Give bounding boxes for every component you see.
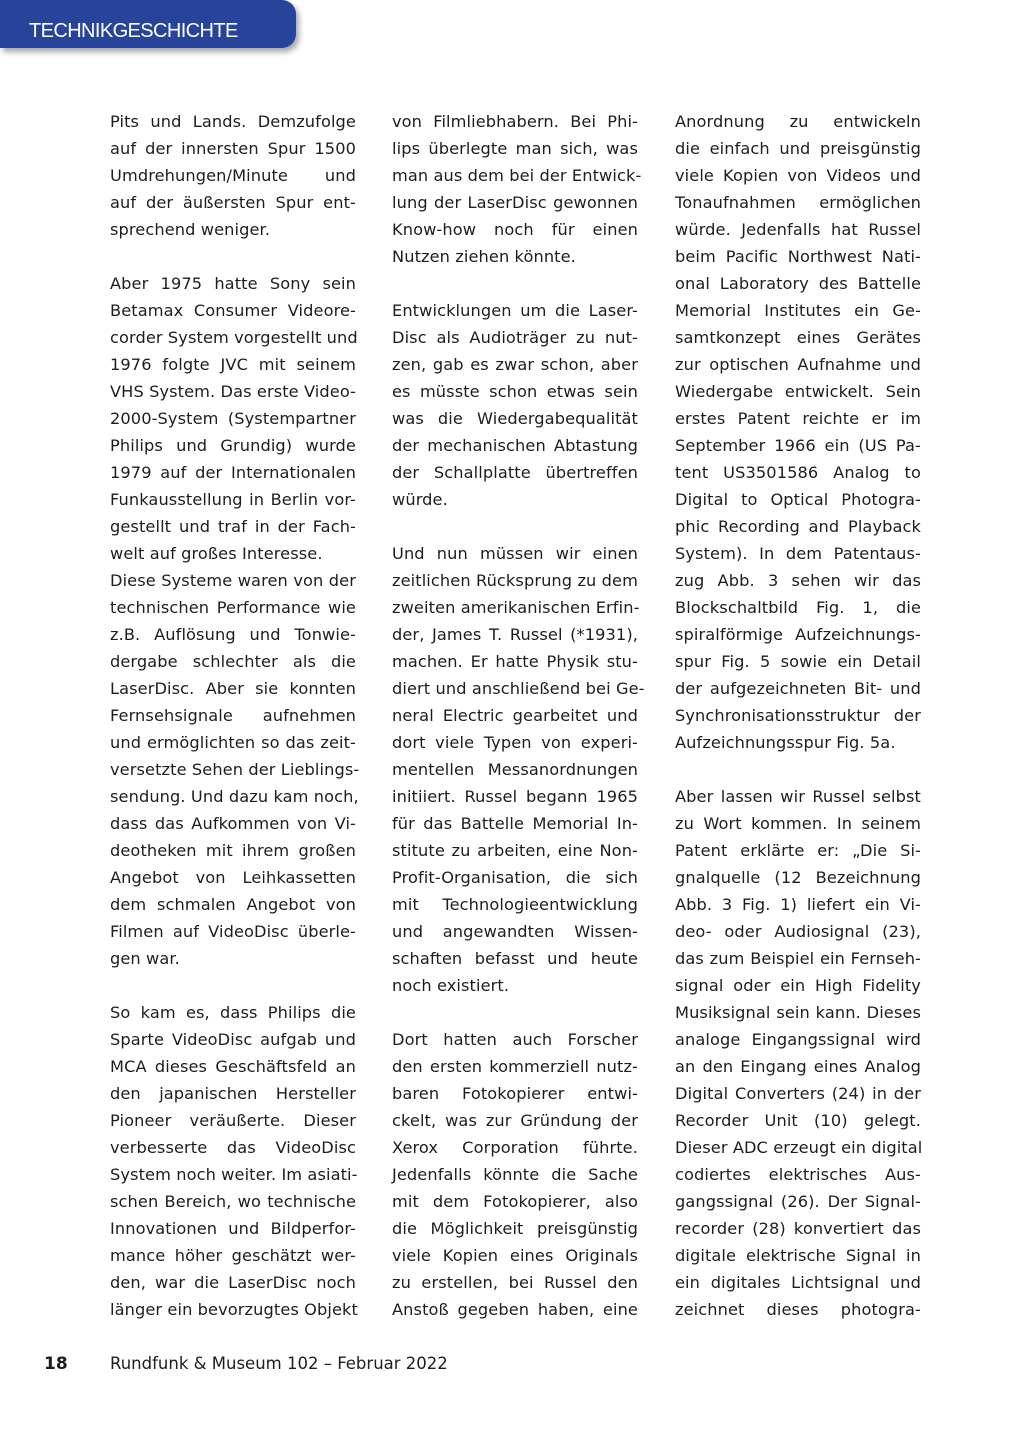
text-line: recorder (28) konvertiert das: [675, 1219, 921, 1238]
text-line: Sparte VideoDisc aufgab und: [110, 1030, 356, 1049]
text-line: September 1966 ein (US Pa-: [675, 436, 921, 455]
paragraph: [675, 783, 921, 1323]
text-line: Profit-Organisation, die sich: [392, 868, 638, 887]
paragraph: [110, 567, 360, 972]
text-line: verbesserte das VideoDisc: [110, 1138, 356, 1157]
text-line: phic Recording and Playback: [675, 517, 921, 536]
text-line: initiiert. Russel begann 1965: [392, 787, 638, 806]
text-line: das zum Beispiel ein Fernseh-: [675, 949, 921, 968]
text-line: Dort hatten auch Forscher: [392, 1030, 638, 1049]
text-line: zeitlichen Rücksprung zu dem: [392, 571, 638, 590]
text-line: Xerox Corporation führte.: [392, 1138, 638, 1157]
text-line: Angebot von Leihkassetten: [110, 868, 356, 887]
text-line: der aufgezeichneten Bit- und: [675, 679, 921, 698]
paragraph: [110, 270, 356, 567]
paragraph: [675, 108, 921, 756]
text-line: corder System vorgestellt und: [110, 328, 358, 347]
text-line: signal oder ein High Fidelity: [675, 976, 921, 995]
text-line: auf der innersten Spur 1500: [110, 139, 356, 158]
paragraph: [110, 108, 356, 243]
paragraph-gap: [110, 972, 356, 999]
text-line: schen Bereich, wo technische: [110, 1192, 356, 1211]
text-line: tent US3501586 Analog to: [675, 463, 921, 482]
text-line: die Möglichkeit preisgünstig: [392, 1219, 638, 1238]
text-line: gangssignal (26). Der Signal-: [675, 1192, 921, 1211]
paragraph: [392, 540, 645, 999]
text-line: sprechend weniger.: [110, 220, 271, 239]
text-line: neral Electric gearbeitet und: [392, 706, 638, 725]
text-line: zu Wort kommen. In seinem: [675, 814, 921, 833]
text-line: Aber 1975 hatte Sony sein: [110, 274, 356, 293]
text-line: auf der äußersten Spur ent-: [110, 193, 356, 212]
text-line: diert und anschließend bei Ge-: [392, 679, 645, 698]
text-line: Pioneer veräußerte. Dieser: [110, 1111, 356, 1130]
text-line: welt auf großes Interesse.: [110, 544, 323, 563]
text-line: schaften befasst und heute: [392, 949, 638, 968]
text-line: Innovationen und Bildperfor-: [110, 1219, 356, 1238]
text-line: Digital Converters (24) in der: [675, 1084, 921, 1103]
text-line: spiralförmige Aufzeichnungs-: [675, 625, 921, 644]
text-column-3: [675, 108, 921, 1323]
text-line: System noch weiter. Im asiati-: [110, 1165, 358, 1184]
text-line: erstes Patent reichte er im: [675, 409, 921, 428]
text-line: Patent erklärte er: „Die Si-: [675, 841, 921, 860]
text-line: deotheken mit ihrem großen: [110, 841, 356, 860]
text-line: deo- oder Audiosignal (23),: [675, 922, 921, 941]
text-line: Entwicklungen um die Laser-: [392, 301, 638, 320]
text-line: LaserDisc. Aber sie konnten: [110, 679, 356, 698]
paragraph-gap: [392, 270, 638, 297]
text-line: zug Abb. 3 sehen wir das: [675, 571, 921, 590]
text-line: würde. Jedenfalls hat Russel: [675, 220, 921, 239]
text-line: mentellen Messanordnungen: [392, 760, 638, 779]
publication-info: Rundfunk & Museum 102 – Februar 2022: [110, 1354, 448, 1373]
text-line: gnalquelle (12 Bezeichnung: [675, 868, 921, 887]
paragraph: [392, 108, 642, 270]
text-line: System). In dem Patentaus-: [675, 544, 921, 563]
text-line: codiertes elektrisches Aus-: [675, 1165, 921, 1184]
text-line: MCA dieses Geschäftsfeld an: [110, 1057, 356, 1076]
text-line: dem schmalen Angebot von: [110, 895, 356, 914]
paragraph-gap: [392, 513, 638, 540]
text-line: Umdrehungen/Minute und: [110, 166, 356, 185]
text-line: sendung. Und dazu kam noch,: [110, 787, 359, 806]
text-line: Filmen auf VideoDisc überle-: [110, 922, 356, 941]
text-line: zur optischen Aufnahme und: [675, 355, 921, 374]
text-line: Abb. 3 Fig. 1) liefert ein Vi-: [675, 895, 921, 914]
text-line: Disc als Audioträger zu nut-: [392, 328, 638, 347]
paragraph: [110, 999, 356, 1323]
text-line: spur Fig. 5 sowie ein Detail: [675, 652, 921, 671]
text-line: Nutzen ziehen könnte.: [392, 247, 576, 266]
text-line: So kam es, dass Philips die: [110, 1003, 356, 1022]
text-line: man aus dem bei der Entwick-: [392, 166, 642, 185]
text-line: zweiten amerikanischen Erfin-: [392, 598, 640, 617]
text-line: dergabe schlechter als die: [110, 652, 356, 671]
text-line: z.B. Auflösung und Tonwie-: [110, 625, 356, 644]
text-line: mit dem Fotokopierer, also: [392, 1192, 638, 1211]
paragraph: [392, 297, 638, 513]
text-line: es müsste schon etwas sein: [392, 382, 638, 401]
text-line: den, war die LaserDisc noch: [110, 1273, 356, 1292]
text-line: stitute zu arbeiten, eine Non-: [392, 841, 638, 860]
text-line: mit Technologieentwicklung: [392, 895, 638, 914]
text-line: lung der LaserDisc gewonnen: [392, 193, 638, 212]
text-line: viele Kopien eines Originals: [392, 1246, 638, 1265]
text-line: digitale elektrische Signal in: [675, 1246, 921, 1265]
text-line: Fernsehsignale aufnehmen: [110, 706, 356, 725]
text-line: gen war.: [110, 949, 180, 968]
paragraph: [392, 1026, 638, 1323]
text-line: Blockschaltbild Fig. 1, die: [675, 598, 921, 617]
text-line: gestellt und traf in der Fach-: [110, 517, 356, 536]
paragraph-gap: [110, 243, 356, 270]
section-title: TECHNIKGESCHICHTE: [29, 20, 238, 42]
text-line: den ersten kommerziell nutz-: [392, 1057, 638, 1076]
section-header-tab: [0, 0, 296, 48]
text-line: 1976 folgte JVC mit seinem: [110, 355, 356, 374]
text-line: der Schallplatte übertreffen: [392, 463, 638, 482]
text-line: Philips und Grundig) wurde: [110, 436, 356, 455]
text-line: länger ein bevorzugtes Objekt: [110, 1300, 358, 1319]
text-line: technischen Performance wie: [110, 598, 356, 617]
text-line: Memorial Institutes ein Ge-: [675, 301, 921, 320]
text-line: 2000-System (Systempartner: [110, 409, 356, 428]
text-line: Recorder Unit (10) gelegt.: [675, 1111, 921, 1130]
text-line: mance höher geschätzt wer-: [110, 1246, 356, 1265]
text-line: onal Laboratory des Battelle: [675, 274, 921, 293]
text-line: dass das Aufkommen von Vi-: [110, 814, 356, 833]
text-line: ein digitales Lichtsignal und: [675, 1273, 921, 1292]
text-line: viele Kopien von Videos und: [675, 166, 921, 185]
text-line: machen. Er hatte Physik stu-: [392, 652, 638, 671]
text-column-1: [110, 108, 360, 1323]
text-line: samtkonzept eines Gerätes: [675, 328, 921, 347]
text-line: Tonaufnahmen ermöglichen: [675, 193, 921, 212]
text-line: zeichnet dieses photogra-: [675, 1300, 921, 1319]
text-line: der mechanischen Abtastung: [392, 436, 638, 455]
text-line: Musiksignal sein kann. Dieses: [675, 1003, 921, 1022]
text-line: Jedenfalls könnte die Sache: [392, 1165, 638, 1184]
text-line: Know-how noch für einen: [392, 220, 638, 239]
paragraph-gap: [675, 756, 921, 783]
text-line: Aber lassen wir Russel selbst: [675, 787, 921, 806]
page-number: 18: [44, 1354, 68, 1374]
text-line: Synchronisationsstruktur der: [675, 706, 921, 725]
text-line: zen, gab es zwar schon, aber: [392, 355, 638, 374]
text-line: noch existiert.: [392, 976, 510, 995]
text-line: Digital to Optical Photogra-: [675, 490, 921, 509]
text-line: Funkausstellung in Berlin vor-: [110, 490, 356, 509]
text-line: Pits und Lands. Demzufolge: [110, 112, 356, 131]
text-line: ckelt, was zur Gründung der: [392, 1111, 638, 1130]
paragraph-gap: [392, 999, 638, 1026]
text-line: Anordnung zu entwickeln: [675, 112, 921, 131]
text-line: von Filmliebhabern. Bei Phi-: [392, 112, 638, 131]
text-line: den japanischen Hersteller: [110, 1084, 356, 1103]
text-line: Betamax Consumer Videore-: [110, 301, 356, 320]
text-line: Dieser ADC erzeugt ein digital: [675, 1138, 923, 1157]
text-line: für das Battelle Memorial In-: [392, 814, 638, 833]
text-column-2: [392, 108, 645, 1323]
text-line: versetzte Sehen der Lieblings-: [110, 760, 360, 779]
text-line: Wiedergabe entwickelt. Sein: [675, 382, 921, 401]
text-line: beim Pacific Northwest Nati-: [675, 247, 921, 266]
text-line: an den Eingang eines Analog: [675, 1057, 921, 1076]
text-line: dort viele Typen von experi-: [392, 733, 638, 752]
text-line: lips überlegte man sich, was: [392, 139, 638, 158]
text-line: Aufzeichnungsspur Fig. 5a.: [675, 733, 896, 752]
text-line: Und nun müssen wir einen: [392, 544, 638, 563]
text-line: Anstoß gegeben haben, eine: [392, 1300, 638, 1319]
text-line: Diese Systeme waren von der: [110, 571, 356, 590]
text-line: was die Wiedergabequalität: [392, 409, 638, 428]
text-line: 1979 auf der Internationalen: [110, 463, 356, 482]
text-line: und angewandten Wissen-: [392, 922, 638, 941]
text-line: der, James T. Russel (*1931),: [392, 625, 638, 644]
text-line: zu erstellen, bei Russel den: [392, 1273, 638, 1292]
text-line: würde.: [392, 490, 448, 509]
text-line: die einfach und preisgünstig: [675, 139, 921, 158]
text-line: analoge Eingangssignal wird: [675, 1030, 921, 1049]
text-line: und ermöglichten so das zeit-: [110, 733, 356, 752]
text-line: VHS System. Das erste Video-: [110, 382, 357, 401]
text-line: baren Fotokopierer entwi-: [392, 1084, 638, 1103]
